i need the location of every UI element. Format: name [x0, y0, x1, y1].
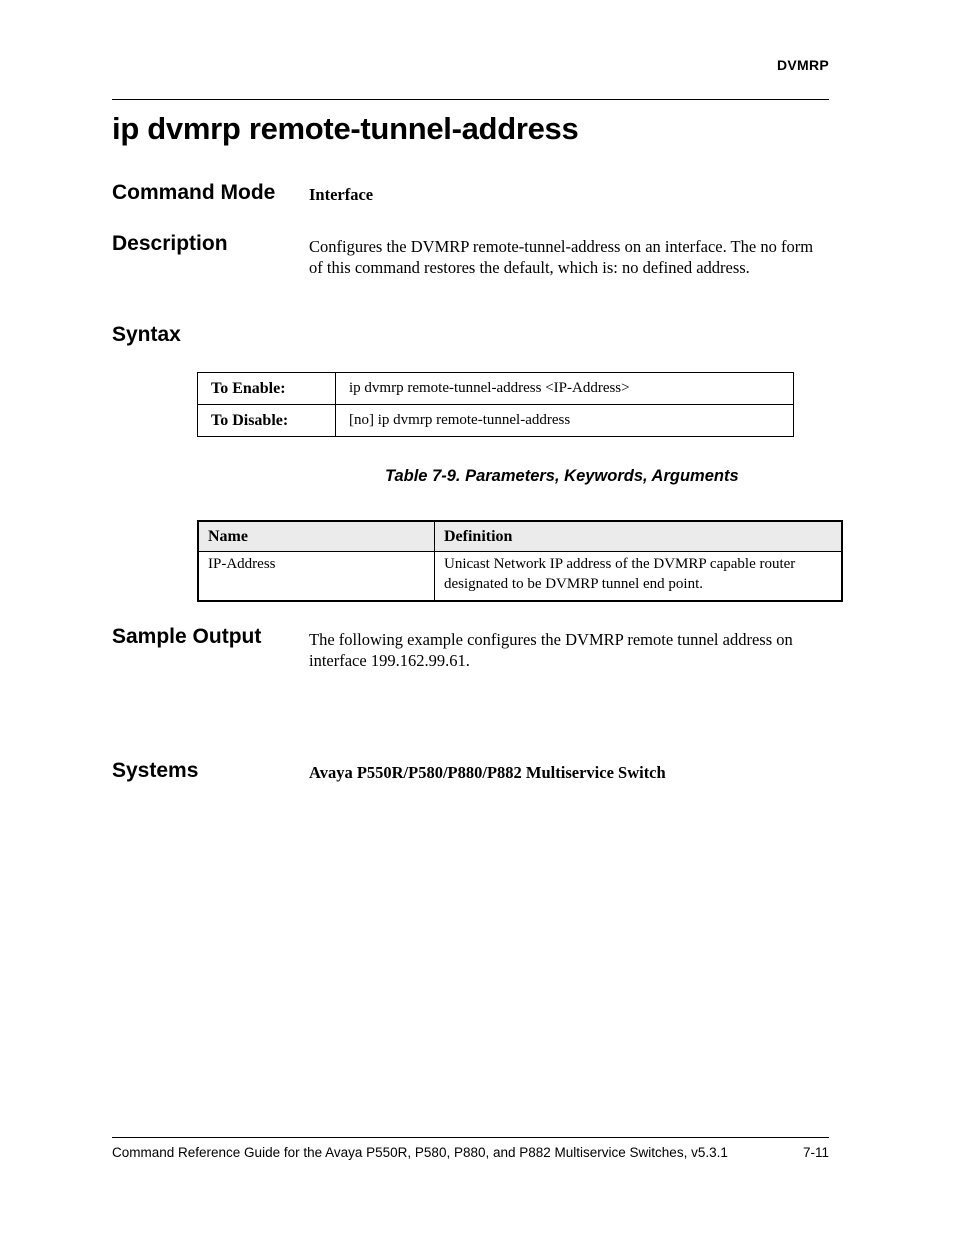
sample-output-heading: Sample Output [112, 625, 262, 648]
table-row [198, 552, 842, 602]
column-header-name: Name [198, 521, 435, 552]
syntax-disable-command: [no] ip dvmrp remote-tunnel-address [336, 405, 794, 437]
page-number: 7-11 [802, 1145, 829, 1160]
syntax-row-enable [198, 373, 794, 405]
command-mode-value: Interface [309, 185, 374, 204]
parameters-table [197, 520, 843, 602]
description-heading: Description [112, 232, 228, 255]
sample-output-text: The following example configures the DVMRP remote tunnel address on interface 199.162.99.61. [309, 630, 793, 670]
table-caption: Table 7-9. Parameters, Keywords, Arguments [385, 467, 739, 485]
description-text: Configures the DVMRP remote-tunnel-address on an interface. The no form of this command restores the default, which is: no defined address. [309, 237, 814, 277]
syntax-row-disable [198, 405, 794, 437]
page-title: ip dvmrp remote-tunnel-address [112, 111, 579, 146]
param-name-cell: IP-Address [198, 552, 435, 602]
syntax-table [197, 372, 794, 437]
syntax-disable-label: To Disable: [198, 405, 336, 437]
running-header: DVMRP [776, 57, 829, 73]
command-mode-heading: Command Mode [112, 181, 276, 204]
syntax-enable-label: To Enable: [198, 373, 336, 405]
syntax-enable-command: ip dvmrp remote-tunnel-address <IP-Address> [336, 373, 794, 405]
syntax-heading: Syntax [112, 323, 181, 346]
header-divider [112, 99, 829, 100]
param-definition-cell: Unicast Network IP address of the DVMRP capable router designated to be DVMRP tunnel end point. [435, 552, 843, 602]
footer-text: Command Reference Guide for the Avaya P550R, P580, P880, and P882 Multiservice Switches, v5.3.1 [112, 1145, 728, 1160]
systems-heading: Systems [112, 759, 199, 782]
column-header-definition: Definition [435, 521, 843, 552]
table-header-row [198, 521, 842, 552]
footer-divider [112, 1137, 829, 1138]
systems-value: Avaya P550R/P580/P880/P882 Multiservice Switch [309, 763, 666, 782]
